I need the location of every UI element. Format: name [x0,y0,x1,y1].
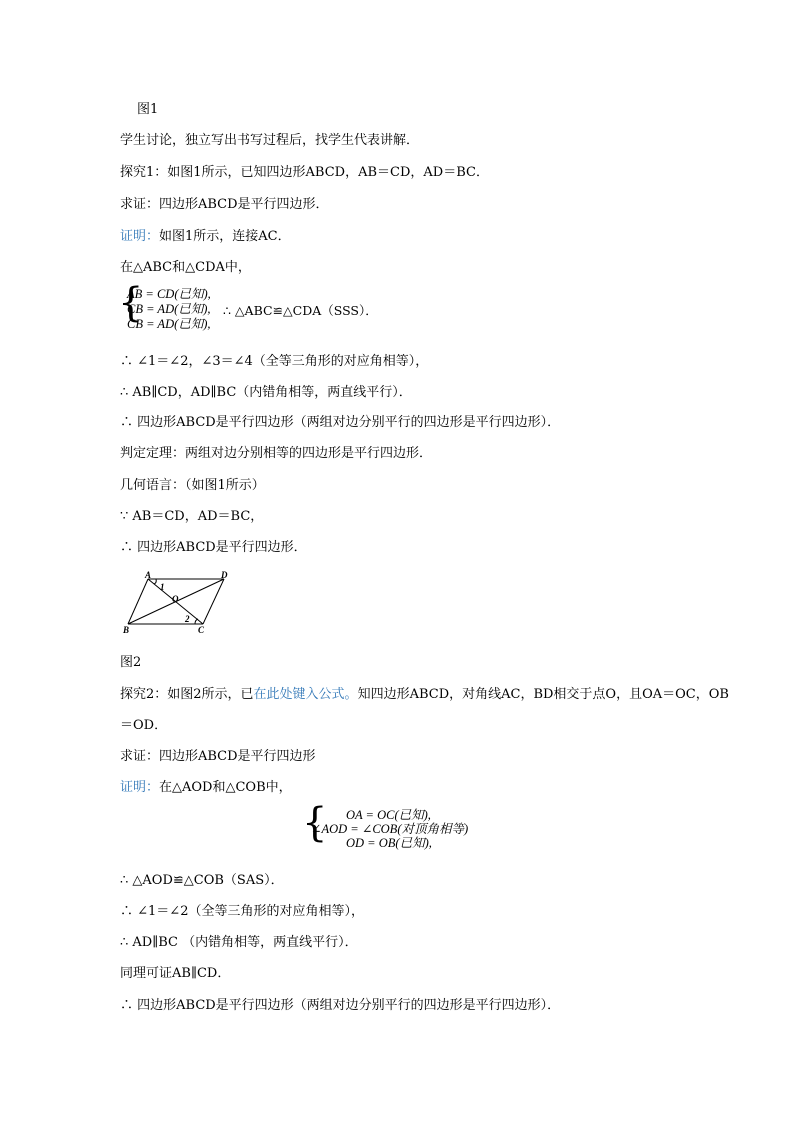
proof2-label: 证明： [120,780,160,795]
proof1-label: 证明： [120,229,160,244]
system1-conclusion: ∴ △ABC≌△CDA（SSS）． [223,303,378,318]
left-brace: { [118,280,144,326]
step-conclude1: ∴ 四边形ABCD是平行四边形（两组对边分别平行的四边形是平行四边形）． [120,415,561,430]
proof2-line [120,779,292,797]
proof2-text: 在△AOD和△COB中， [159,780,292,795]
figure1-caption: 图1 [137,102,159,117]
prove2-text: 求证：四边形ABCD是平行四边形 [120,749,316,764]
system1-line2: CB = AD(已知), [127,302,211,316]
label-a: A [145,570,152,580]
label-b: B [123,625,130,635]
step-conclude2: ∴ 四边形ABCD是平行四边形（两组对边分别平行的四边形是平行四边形）． [120,998,561,1013]
label-d: D [221,570,228,580]
in-triangles1-text: 在△ABC和△CDA中， [120,260,251,275]
side-ab [128,579,148,624]
left-brace: { [302,800,328,846]
explore2-line2: ＝OD． [120,718,168,733]
step-parallel1: ∴ AB∥CD，AD∥BC（内错角相等，两直线平行）． [120,385,412,400]
step-angles2: ∴ ∠1＝∠2（全等三角形的对应角相等）， [120,904,364,919]
label-o: O [172,594,179,604]
proof1-text: 如图1所示，连接AC． [159,229,291,244]
parallelogram-figure [118,570,238,640]
explore2-prefix: 探究2：如图2所示，已 [120,687,254,702]
side-cd [203,579,224,624]
system1-line1: AB = CD(已知), [127,287,211,301]
because-text: ∵ AB＝CD，AD＝BC， [120,509,264,524]
step-angles1: ∴ ∠1＝∠2，∠3＝∠4（全等三角形的对应角相等）， [120,354,429,369]
equation-system-2 [302,800,502,852]
theorem-text: 判定定理：两组对边分别相等的四边形是平行四边形． [120,446,433,461]
step-congruent2: ∴ △AOD≌△COB（SAS）． [120,873,284,888]
similarly-text: 同理可证AB∥CD． [120,966,231,981]
discussion-text: 学生讨论，独立写出书写过程后，找学生代表讲解． [120,133,420,148]
equation-system-1 [118,280,418,332]
system2-line2: ∠AOD = ∠COB(对顶角相等) [311,822,469,836]
figure2-caption: 图2 [120,655,142,670]
explore2-suffix: 知四边形ABCD，对角线AC，BD相交于点O，且OA＝OC，OB [357,687,729,702]
angle1-arc [154,579,156,584]
proof1-line [120,228,291,246]
prove1-text: 求证：四边形ABCD是平行四边形． [120,197,329,212]
geometry-language-text: 几何语言：（如图1所示） [120,478,265,493]
system2-line1: OA = OC(已知), [346,808,431,822]
system2-line3: OD = OB(已知), [346,836,432,850]
explore1-text: 探究1：如图1所示，已知四边形ABCD，AB＝CD，AD＝BC． [120,165,489,180]
therefore-text: ∴ 四边形ABCD是平行四边形． [120,540,307,555]
label-angle1: 1 [160,582,165,592]
equation-placeholder[interactable]: 在此处键入公式。 [253,687,358,702]
explore2-line1 [120,686,729,704]
label-c: C [198,625,205,635]
label-angle2: 2 [185,614,190,624]
step-parallel2: ∴ AD∥BC （内错角相等，两直线平行）． [120,935,358,950]
system1-line3: CB = AD(已知), [127,317,211,331]
